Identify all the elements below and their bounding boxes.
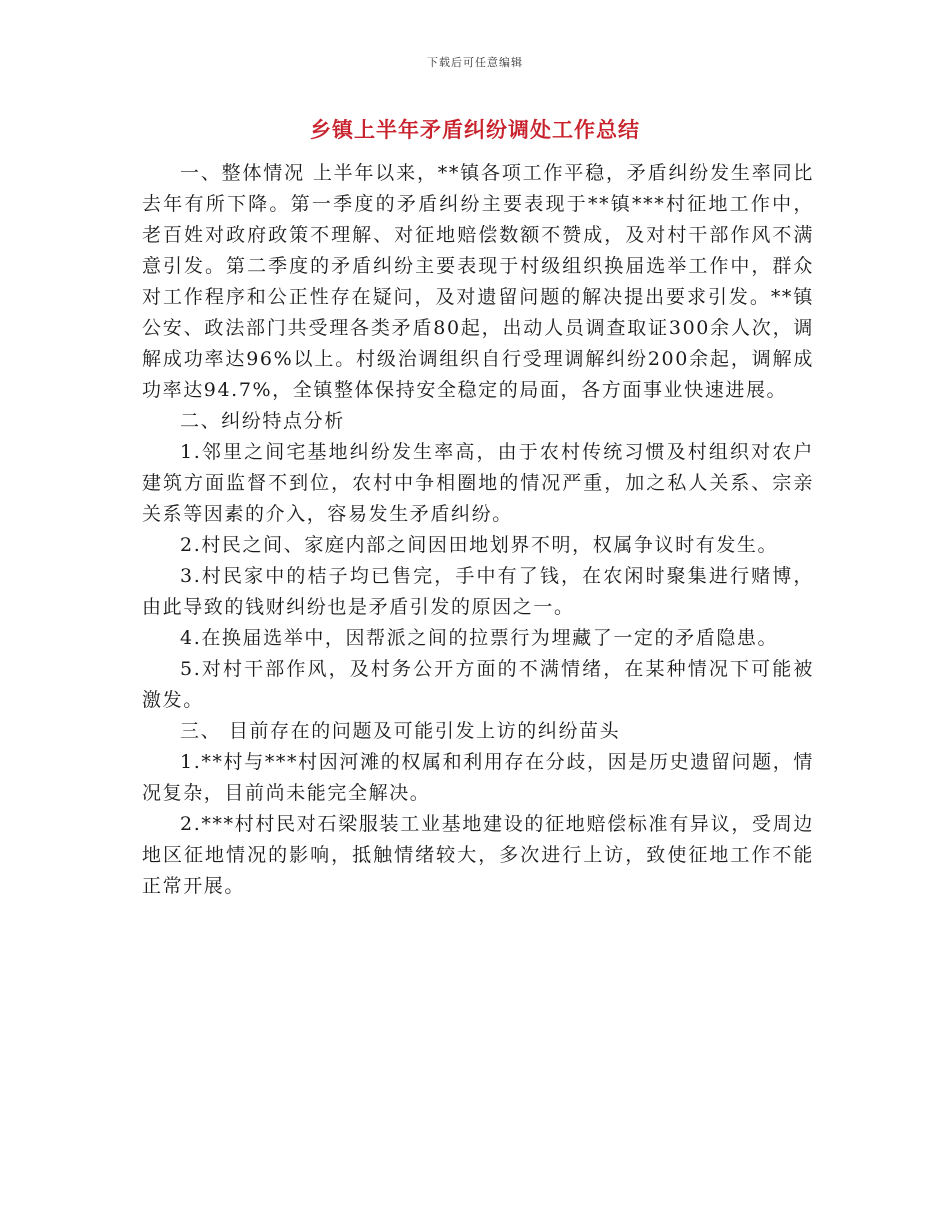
heading-dispute-analysis: 二、纠纷特点分析 [180,410,345,432]
paragraph-item-4: 4.在换届选举中，因帮派之间的拉票行为埋藏了一定的矛盾隐患。 [180,627,779,649]
paragraph-problem-1: 1.**村与***村因河滩的权属和利用存在分歧，因是历史遗留问题，情况复杂，目前尚未能完全解决。 [142,751,814,804]
paragraph-overview: 一、整体情况 上半年以来，**镇各项工作平稳，矛盾纠纷发生率同比去年有所下降。第一季度的矛盾纠纷主要表现于**镇***村征地工作中，老百姓对政府政策不理解、对征地赔偿数额不赞成，及对村干部作风不满意引发。第二季度的矛盾纠纷主要表现于村级组织换届选举工作中，群众对工作程序和公正性存在疑问，及对遗留问题的解决提出要求引发。**镇公安、政法部门共受理各类矛盾80起，出动人员调查取证300余人次，调解成功率达96%以上。村级治调组织自行受理调解纠纷200余起，调解成功率达94.7%，全镇整体保持安全稳定的局面，各方面事业快速进展。 [142,162,814,401]
document-title: 乡镇上半年矛盾纠纷调处工作总结 [310,117,640,142]
paragraph-problem-2: 2.***村村民对石梁服装工业基地建设的征地赔偿标准有异议，受周边地区征地情况的影响，抵触情绪较大，多次进行上访，致使征地工作不能正常开展。 [142,813,814,897]
paragraph-item-3: 3.村民家中的桔子均已售完，手中有了钱，在农闲时聚集进行赌博，由此导致的钱财纠纷也是矛盾引发的原因之一。 [142,565,814,618]
paragraph-item-5: 5.对村干部作风，及村务公开方面的不满情绪，在某种情况下可能被激发。 [142,658,814,711]
header-note: 下载后可任意编辑 [427,56,523,69]
heading-existing-problems: 三、 目前存在的问题及可能引发上访的纠纷苗头 [180,720,621,742]
document-body [142,158,814,902]
paragraph-item-1: 1.邻里之间宅基地纠纷发生率高，由于农村传统习惯及村组织对农户建筑方面监督不到位，农村中争相圈地的情况严重，加之私人关系、宗亲关系等因素的介入，容易发生矛盾纠纷。 [142,441,814,525]
paragraph-item-2: 2.村民之间、家庭内部之间因田地划界不明，权属争议时有发生。 [180,534,779,556]
